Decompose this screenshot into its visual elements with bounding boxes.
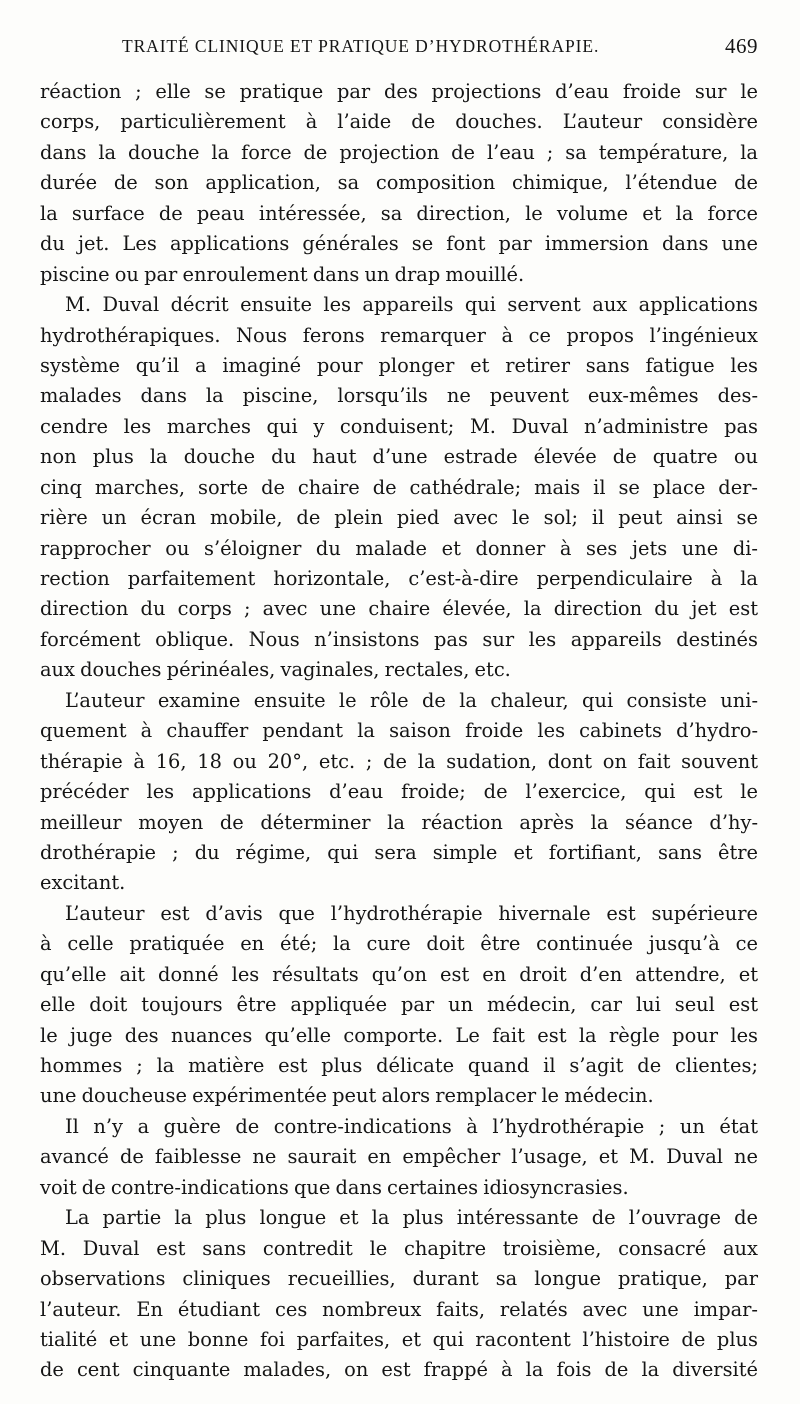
text-line: hydrothérapiques. Nous ferons remarquer à ce propos l’ingénieux (40, 323, 758, 347)
text-line: malades dans la piscine, lorsqu’ils ne peuvent eux-mêmes des- (40, 384, 758, 408)
body-text (40, 77, 758, 1386)
text-line: rapprocher ou s’éloigner du malade et donner à ses jets une di- (40, 536, 758, 560)
text-line: quement à chauffer pendant la saison froide les cabinets d’hydro- (40, 719, 758, 743)
text-line: L’auteur examine ensuite le rôle de la chaleur, qui consiste uni- (65, 688, 758, 712)
text-line: le juge des nuances qu’elle comporte. Le fait est la règle pour les (40, 1023, 758, 1047)
text-line: aux douches périnéales, vaginales, rectales, etc. (40, 658, 511, 682)
text-line: L’auteur est d’avis que l’hydrothérapie hivernale est supérieure (65, 901, 758, 925)
text-line: rière un écran mobile, de plein pied avec le sol; il peut ainsi se (40, 506, 758, 530)
text-line: hommes ; la matière est plus délicate quand il s’agit de clientes; (40, 1054, 758, 1077)
text-line: avancé de faiblesse ne saurait en empêcher l’usage, et M. Duval ne (40, 1145, 758, 1169)
text-line: voit de contre-indications que dans certaines idiosyncrasies. (40, 1175, 629, 1199)
text-line: système qu’il a imaginé pour plonger et retirer sans fatigue les (40, 353, 758, 377)
text-line: tialité et une bonne foi parfaites, et qui racontent l’histoire de plus (40, 1327, 758, 1351)
text-line: elle doit toujours être appliquée par un médecin, car lui seul est (40, 993, 758, 1017)
running-head (40, 36, 758, 66)
text-line: cinq marches, sorte de chaire de cathédrale; mais il se place der- (40, 475, 758, 499)
text-line: M. Duval décrit ensuite les appareils qui servent aux applications (65, 293, 758, 317)
text-line: M. Duval est sans contredit le chapitre troisième, consacré aux (40, 1236, 758, 1260)
text-line: drothérapie ; du régime, qui sera simple et fortifiant, sans être (40, 840, 758, 864)
running-title: TRAITÉ CLINIQUE ET PRATIQUE D’HYDROTHÉRAPIE. (122, 36, 600, 56)
text-line: qu’elle ait donné les résultats qu’on est en droit d’en attendre, et (40, 962, 758, 986)
text-line: durée de son application, sa composition chimique, l’étendue de (40, 171, 758, 195)
text-line: La partie la plus longue et la plus intéressante de l’ouvrage de (65, 1206, 758, 1230)
text-line: meilleur moyen de déterminer la réaction après la séance d’hy- (40, 810, 758, 834)
page-number: 469 (725, 34, 758, 58)
text-line: piscine ou par enroulement dans un drap mouillé. (40, 262, 525, 286)
text-line: corps, particulièrement à l’aide de douches. L’auteur considère (40, 110, 758, 134)
text-line: de cent cinquante malades, on est frappé à la fois de la diversité (40, 1358, 758, 1382)
text-line: forcément oblique. Nous n’insistons pas sur les appareils destinés (40, 627, 758, 651)
text-line: direction du corps ; avec une chaire élevée, la direction du jet est (40, 597, 758, 621)
text-line: la surface de peau intéressée, sa direction, le volume et la force (40, 201, 758, 225)
text-line: précéder les applications d’eau froide; de l’exercice, qui est le (40, 780, 758, 804)
text-line: une doucheuse expérimentée peut alors remplacer le médecin. (40, 1084, 654, 1108)
text-line: réaction ; elle se pratique par des projections d’eau froide sur le (40, 80, 758, 103)
text-line: à celle pratiquée en été; la cure doit être continuée jusqu’à ce (40, 932, 758, 956)
text-line: thérapie à 16, 18 ou 20°, etc. ; de la sudation, dont on fait souvent (40, 749, 758, 773)
text-line: excitant. (40, 871, 126, 895)
text-line: l’auteur. En étudiant ces nombreux faits, relatés avec une impar- (40, 1297, 758, 1321)
text-line: non plus la douche du haut d’une estrade élevée de quatre ou (40, 445, 758, 469)
text-line: cendre les marches qui y conduisent; M. Duval n’administre pas (40, 414, 758, 438)
text-line: dans la douche la force de projection de l’eau ; sa température, la (40, 140, 758, 164)
text-line: rection parfaitement horizontale, c’est-à-dire perpendiculaire à la (40, 567, 758, 590)
text-line: observations cliniques recueillies, durant sa longue pratique, par (40, 1267, 758, 1291)
text-line: Il n’y a guère de contre-indications à l’hydrothérapie ; un état (65, 1114, 758, 1138)
text-line: du jet. Les applications générales se font par immersion dans une (40, 232, 758, 256)
